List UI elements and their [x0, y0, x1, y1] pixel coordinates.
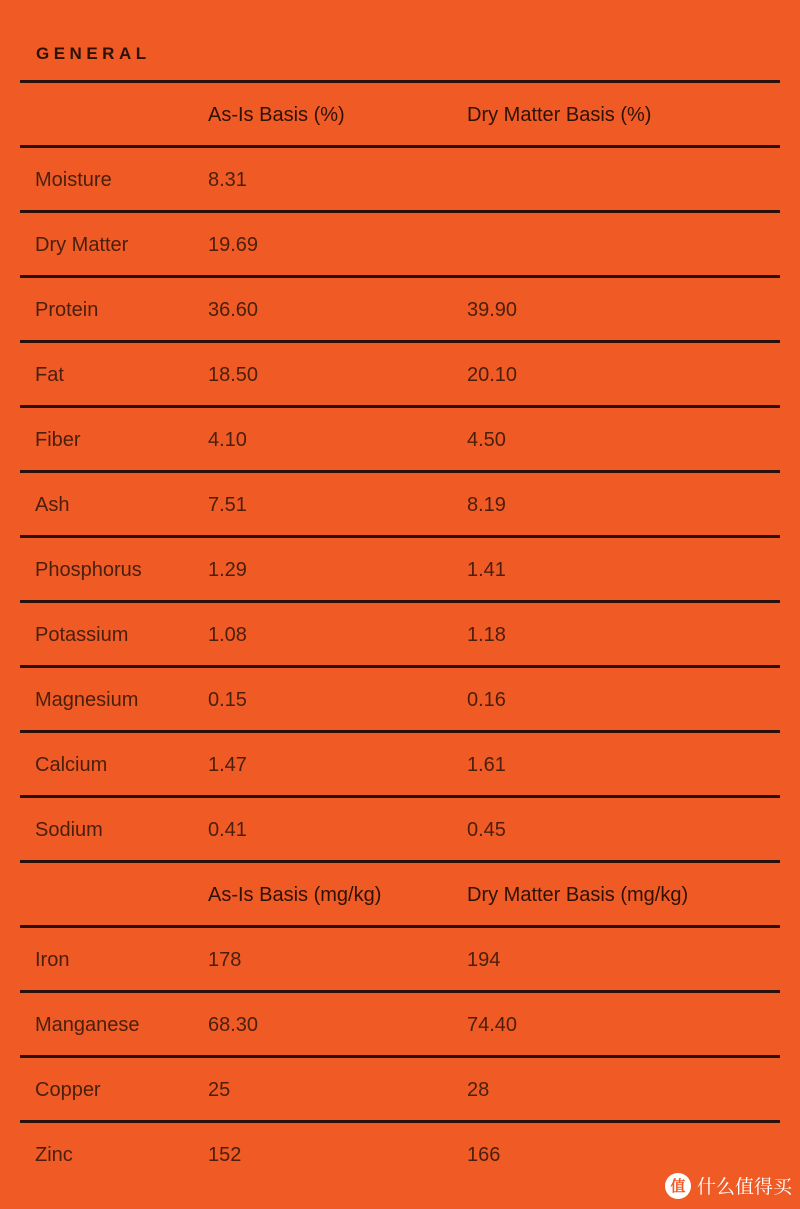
- watermark-text: 什么值得买: [696, 1176, 792, 1198]
- row-dry-matter-value: 1.18: [467, 624, 506, 646]
- row-as-is-value: 152: [208, 1144, 242, 1166]
- row-label: Ash: [35, 494, 70, 516]
- row-label: Dry Matter: [35, 234, 129, 256]
- header-as-is-percent: As-Is Basis (%): [208, 104, 345, 126]
- row-as-is-value: 4.10: [208, 429, 247, 451]
- table-row: [20, 733, 780, 795]
- header-dry-matter-percent: Dry Matter Basis (%): [467, 104, 652, 126]
- row-as-is-value: 68.30: [208, 1014, 259, 1036]
- table-row: [20, 993, 780, 1055]
- row-label: Zinc: [35, 1144, 73, 1166]
- row-label: Calcium: [35, 754, 108, 776]
- table-row: [20, 928, 780, 990]
- row-dry-matter-value: 8.19: [467, 494, 506, 516]
- header-row-mgkg: [20, 863, 780, 925]
- section-title: GENERAL: [36, 44, 151, 63]
- row-dry-matter-value: 20.10: [467, 364, 518, 386]
- header-row-percent: [20, 83, 780, 145]
- row-label: Potassium: [35, 624, 129, 646]
- header-dry-matter-mgkg: Dry Matter Basis (mg/kg): [467, 884, 689, 906]
- row-label: Fiber: [35, 429, 81, 451]
- row-dry-matter-value: 4.50: [467, 429, 506, 451]
- row-label: Magnesium: [35, 689, 139, 711]
- row-as-is-value: 0.41: [208, 819, 247, 841]
- watermark-logo-icon: 值: [665, 1173, 691, 1199]
- row-label: Manganese: [35, 1014, 140, 1036]
- row-dry-matter-value: 0.45: [467, 819, 506, 841]
- row-dry-matter-value: 74.40: [467, 1014, 518, 1036]
- header-as-is-mgkg: As-Is Basis (mg/kg): [208, 884, 382, 906]
- watermark: [665, 1172, 792, 1199]
- table-row: [20, 538, 780, 600]
- table-row: [20, 603, 780, 665]
- row-label: Fat: [35, 364, 64, 386]
- table-row: [20, 668, 780, 730]
- row-label: Iron: [35, 949, 70, 971]
- row-as-is-value: 7.51: [208, 494, 247, 516]
- table-body-mgkg: [20, 928, 780, 1185]
- row-dry-matter-value: 0.16: [467, 689, 506, 711]
- row-dry-matter-value: 194: [467, 949, 501, 971]
- row-as-is-value: 25: [208, 1079, 231, 1101]
- row-as-is-value: 0.15: [208, 689, 247, 711]
- table-row: [20, 798, 780, 860]
- row-label: Moisture: [35, 169, 112, 191]
- nutrition-table: [20, 80, 780, 1185]
- row-dry-matter-value: 1.61: [467, 754, 506, 776]
- row-label: Copper: [35, 1079, 101, 1101]
- row-dry-matter-value: 39.90: [467, 299, 518, 321]
- row-as-is-value: 19.69: [208, 234, 259, 256]
- table-body-percent: [20, 148, 780, 863]
- table-row: [20, 213, 780, 275]
- table-row: [20, 473, 780, 535]
- row-label: Protein: [35, 299, 99, 321]
- table-row: [20, 278, 780, 340]
- row-label: Sodium: [35, 819, 103, 841]
- row-as-is-value: 1.29: [208, 559, 247, 581]
- table-row: [20, 343, 780, 405]
- row-dry-matter-value: 1.41: [467, 559, 506, 581]
- row-as-is-value: 1.08: [208, 624, 247, 646]
- row-as-is-value: 18.50: [208, 364, 259, 386]
- row-label: Phosphorus: [35, 559, 142, 581]
- row-dry-matter-value: 28: [467, 1079, 490, 1101]
- row-as-is-value: 178: [208, 949, 242, 971]
- table-row: [20, 148, 780, 210]
- table-row: [20, 1058, 780, 1120]
- row-as-is-value: 1.47: [208, 754, 247, 776]
- row-as-is-value: 8.31: [208, 169, 247, 191]
- table-row: [20, 408, 780, 470]
- row-as-is-value: 36.60: [208, 299, 259, 321]
- row-dry-matter-value: 166: [467, 1144, 501, 1166]
